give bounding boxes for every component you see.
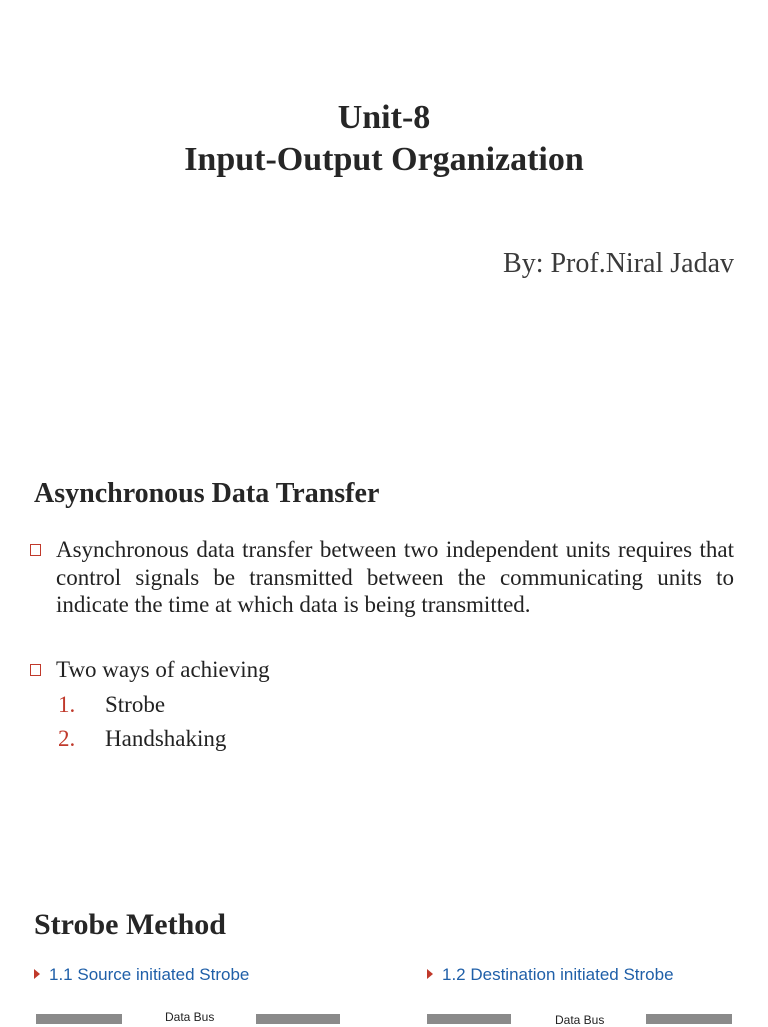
bullet-text: Asynchronous data transfer between two independent units requires that control signals be transmitted between the communicating units to indicate the time at which data is being transmitted. <box>56 537 734 617</box>
data-bus-label: Data Bus <box>165 1010 215 1024</box>
title-slide <box>0 0 768 432</box>
list-number: 1. <box>58 692 76 717</box>
slide-heading: Strobe Method <box>34 908 226 941</box>
destination-strobe-subheading <box>427 965 674 985</box>
data-bus-label: Data Bus <box>555 1013 605 1027</box>
list-label: Handshaking <box>105 726 227 751</box>
square-bullet-icon <box>30 664 41 676</box>
subheading-label: 1.1 Source initiated Strobe <box>49 965 250 984</box>
source-strobe-subheading <box>34 965 249 985</box>
slide-title <box>0 97 768 181</box>
subheading-label: 1.2 Destination initiated Strobe <box>442 965 674 984</box>
list-label: Strobe <box>105 692 166 717</box>
square-bullet-icon <box>30 544 41 556</box>
triangle-right-icon <box>427 969 433 979</box>
slide-heading: Asynchronous Data Transfer <box>34 478 380 509</box>
triangle-right-icon <box>34 969 40 979</box>
unit-title: Unit-8 <box>337 99 431 136</box>
bullet-item <box>30 656 734 684</box>
destination-unit-box <box>646 1014 732 1024</box>
bullet-text: Two ways of achieving <box>56 657 270 682</box>
list-number: 2. <box>58 726 76 751</box>
author-line: By: Prof.Niral Jadav <box>503 248 734 279</box>
strobe-slide <box>0 862 768 1027</box>
topic-title: Input-Output Organization <box>184 141 584 178</box>
bullet-item <box>30 536 734 619</box>
async-transfer-slide <box>0 432 768 862</box>
destination-unit-box <box>256 1014 340 1024</box>
source-unit-box <box>427 1014 511 1024</box>
source-unit-box <box>36 1014 122 1024</box>
